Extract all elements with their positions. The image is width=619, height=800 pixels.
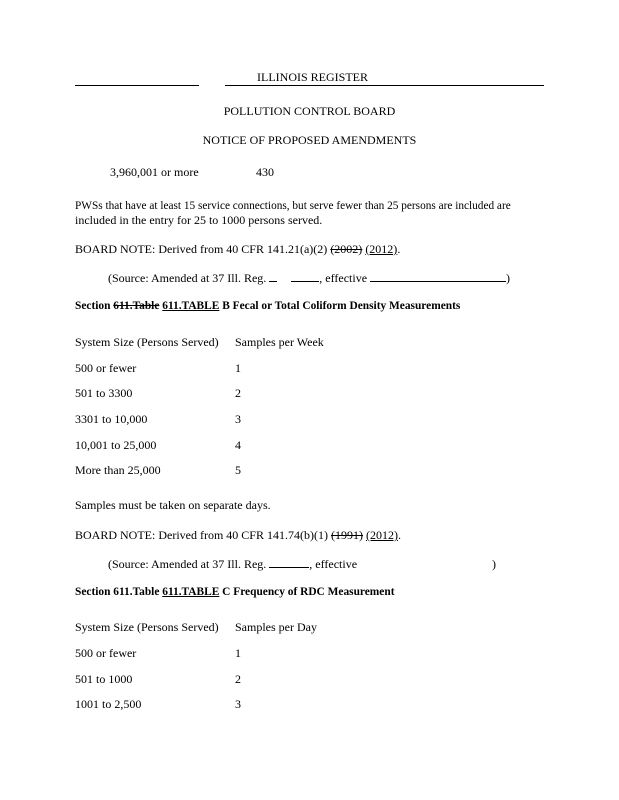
board-note-2-period: . xyxy=(397,528,401,542)
board-title: POLLUTION CONTROL BOARD xyxy=(223,104,396,118)
table-row: 501 to 3300 xyxy=(75,386,133,400)
table-row-value: 2 xyxy=(235,386,241,400)
source-1-reg-blank-b xyxy=(291,271,319,282)
table-row-value: 2 xyxy=(235,672,241,686)
source-1 xyxy=(108,271,510,286)
board-note-2 xyxy=(75,528,401,543)
table-row-value: 1 xyxy=(235,361,241,375)
source-2-end: ) xyxy=(492,557,497,571)
source-1-mid: , effective xyxy=(319,271,371,285)
table-row: 500 or fewer xyxy=(75,361,137,375)
source-2-mid: , effective xyxy=(309,557,361,571)
top-row-value: 430 xyxy=(256,165,274,179)
section-c-prefix: Section 611.Table xyxy=(75,586,163,598)
section-b-inserted: 611.TABLE xyxy=(162,300,220,312)
board-note-1-text: BOARD NOTE: Derived from 40 CFR 141.21(a)(2) xyxy=(75,242,331,256)
source-1-prefix: (Source: Amended at 37 Ill. Reg. xyxy=(108,271,270,285)
table-row-value: 3 xyxy=(235,697,241,711)
board-note-1 xyxy=(75,242,400,257)
header-rule-right xyxy=(225,85,544,86)
table-row: 500 or fewer xyxy=(75,646,137,660)
source-1-end: ) xyxy=(506,271,511,285)
pws-note-line2: included in the entry for 25 to 1000 persons served. xyxy=(75,213,323,227)
board-note-2-text: BOARD NOTE: Derived from 40 CFR 141.74(b)(1) xyxy=(75,528,331,542)
table-c-col-samples: Samples per Day xyxy=(235,620,317,634)
section-b-deleted: 611.Table xyxy=(113,300,160,312)
table-row: 10,001 to 25,000 xyxy=(75,438,157,452)
header-rule-left xyxy=(75,85,199,86)
table-row: 3301 to 10,000 xyxy=(75,412,148,426)
table-c-col-size: System Size (Persons Served) xyxy=(75,620,219,634)
notice-title: NOTICE OF PROPOSED AMENDMENTS xyxy=(202,133,417,147)
samples-note: Samples must be taken on separate days. xyxy=(75,498,271,512)
pws-note-line1: PWSs that have at least 15 service connections, but serve fewer than 25 persons are included are xyxy=(75,200,511,212)
board-note-1-deleted-year: (2002) xyxy=(330,242,363,256)
board-note-1-period: . xyxy=(397,242,401,256)
board-note-2-deleted-year: (1991) xyxy=(330,528,363,542)
table-b-col-samples: Samples per Week xyxy=(235,335,324,349)
table-row-value: 4 xyxy=(235,438,241,452)
section-c-heading xyxy=(75,586,394,598)
table-row: 501 to 1000 xyxy=(75,672,133,686)
section-b-prefix: Section xyxy=(75,300,114,312)
board-note-1-inserted-year: (2012) xyxy=(365,242,398,256)
table-row-value: 5 xyxy=(235,463,241,477)
source-1-reg-blank-a xyxy=(269,271,277,282)
table-b-col-size: System Size (Persons Served) xyxy=(75,335,219,349)
register-title: ILLINOIS REGISTER xyxy=(257,70,368,84)
table-row: More than 25,000 xyxy=(75,463,161,477)
source-1-date-blank xyxy=(370,271,506,282)
board-note-2-inserted-year: (2012) xyxy=(365,528,398,542)
table-row-value: 3 xyxy=(235,412,241,426)
section-b-title: B Fecal or Total Coliform Density Measurements xyxy=(219,300,461,312)
source-2-prefix: (Source: Amended at 37 Ill. Reg. xyxy=(108,557,270,571)
table-row: 1001 to 2,500 xyxy=(75,697,142,711)
table-row-value: 1 xyxy=(235,646,241,660)
section-c-inserted: 611.TABLE xyxy=(162,586,220,598)
section-c-title: C Frequency of RDC Measurement xyxy=(219,586,395,598)
source-2 xyxy=(108,557,496,572)
source-2-reg-blank xyxy=(269,557,309,568)
section-b-heading xyxy=(75,300,460,312)
top-row-size: 3,960,001 or more xyxy=(110,165,199,179)
